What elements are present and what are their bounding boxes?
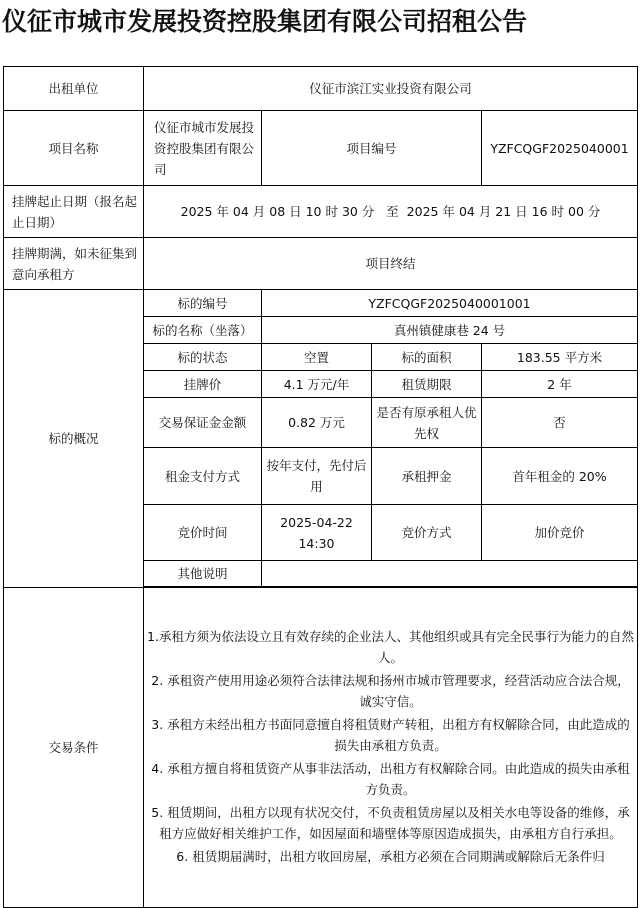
status-value: 空置 bbox=[262, 344, 372, 371]
lot-name-value: 真州镇健康巷 24 号 bbox=[262, 317, 638, 344]
security-label: 承租押金 bbox=[372, 448, 482, 505]
conditions-list bbox=[144, 588, 638, 908]
no-tenant-label: 挂牌期满，如未征集到意向承租方 bbox=[4, 238, 144, 290]
other-value bbox=[262, 561, 638, 587]
condition-item: 4. 承租方擅自将租赁资产从事非法活动，出租方有权解除合同。由此造成的损失由承租方负责。 bbox=[151, 761, 630, 797]
payment-value: 按年支付，先付后用 bbox=[262, 448, 372, 505]
condition-item: 1.承租方须为依法设立且有效存续的企业法人、其他组织或具有完全民事行为能力的自然人。 bbox=[147, 629, 634, 665]
listing-period-value: 2025 年 04 月 08 日 10 时 30 分 至 2025 年 04 月 21 日 16 时 00 分 bbox=[144, 186, 638, 238]
bid-time-value bbox=[262, 505, 372, 561]
price-label: 挂牌价 bbox=[144, 371, 262, 398]
project-row bbox=[4, 111, 638, 186]
deposit-value: 0.82 万元 bbox=[262, 398, 372, 448]
priority-value: 否 bbox=[482, 398, 638, 448]
project-name-label: 项目名称 bbox=[4, 111, 144, 186]
conditions-label: 交易条件 bbox=[4, 588, 144, 908]
listing-period-label: 挂牌起止日期（报名起止日期） bbox=[4, 186, 144, 238]
status-label: 标的状态 bbox=[144, 344, 262, 371]
lot-no-row bbox=[4, 290, 638, 317]
overview-label: 标的概况 bbox=[4, 290, 144, 588]
lot-no-label: 标的编号 bbox=[144, 290, 262, 317]
other-label: 其他说明 bbox=[144, 561, 262, 587]
project-no-value: YZFCQGF2025040001 bbox=[482, 111, 638, 186]
deposit-label: 交易保证金金额 bbox=[144, 398, 262, 448]
bid-method-label: 竞价方式 bbox=[372, 505, 482, 561]
lot-name-label: 标的名称（坐落） bbox=[144, 317, 262, 344]
bid-time-clock: 14:30 bbox=[298, 535, 335, 551]
bid-time-label: 竞价时间 bbox=[144, 505, 262, 561]
no-tenant-value: 项目终结 bbox=[144, 238, 638, 290]
term-value: 2 年 bbox=[482, 371, 638, 398]
project-no-label: 项目编号 bbox=[262, 111, 482, 186]
lessor-row bbox=[4, 67, 638, 111]
security-value: 首年租金的 20% bbox=[482, 448, 638, 505]
term-label: 租赁期限 bbox=[372, 371, 482, 398]
lessor-label: 出租单位 bbox=[4, 67, 144, 111]
bid-method-value: 加价竞价 bbox=[482, 505, 638, 561]
no-tenant-row bbox=[4, 238, 638, 290]
lot-no-value: YZFCQGF2025040001001 bbox=[262, 290, 638, 317]
area-label: 标的面积 bbox=[372, 344, 482, 371]
lessor-value: 仪征市滨江实业投资有限公司 bbox=[144, 67, 638, 111]
payment-label: 租金支付方式 bbox=[144, 448, 262, 505]
announcement-table bbox=[3, 66, 638, 908]
price-value: 4.1 万元/年 bbox=[262, 371, 372, 398]
condition-item: 3. 承租方未经出租方书面同意擅自将租赁财产转租，出租方有权解除合同，由此造成的损失由承租方负责。 bbox=[151, 717, 630, 753]
priority-label: 是否有原承租人优先权 bbox=[372, 398, 482, 448]
listing-period-row bbox=[4, 186, 638, 238]
bid-time-date: 2025-04-22 bbox=[280, 514, 353, 530]
area-value: 183.55 平方米 bbox=[482, 344, 638, 371]
condition-item: 2. 承租资产使用用途必须符合法律法规和扬州市城市管理要求，经营活动应合法合规，诚实守信。 bbox=[151, 673, 630, 709]
condition-item: 5. 租赁期间，出租方以现有状况交付，不负责租赁房屋以及相关水电等设备的维修，承租方应做好相关维护工作，如因屋面和墙壁体等原因造成损失，由承租方自行承担。 bbox=[151, 805, 630, 841]
project-name-value: 仪征市城市发展投资控股集团有限公司 bbox=[144, 111, 262, 186]
page-title: 仪征市城市发展投资控股集团有限公司招租公告 bbox=[2, 7, 528, 36]
conditions-row bbox=[4, 588, 638, 908]
condition-item: 6. 租赁期届满时，出租方收回房屋，承租方必须在合同期满或解除后无条件归 bbox=[176, 849, 605, 864]
